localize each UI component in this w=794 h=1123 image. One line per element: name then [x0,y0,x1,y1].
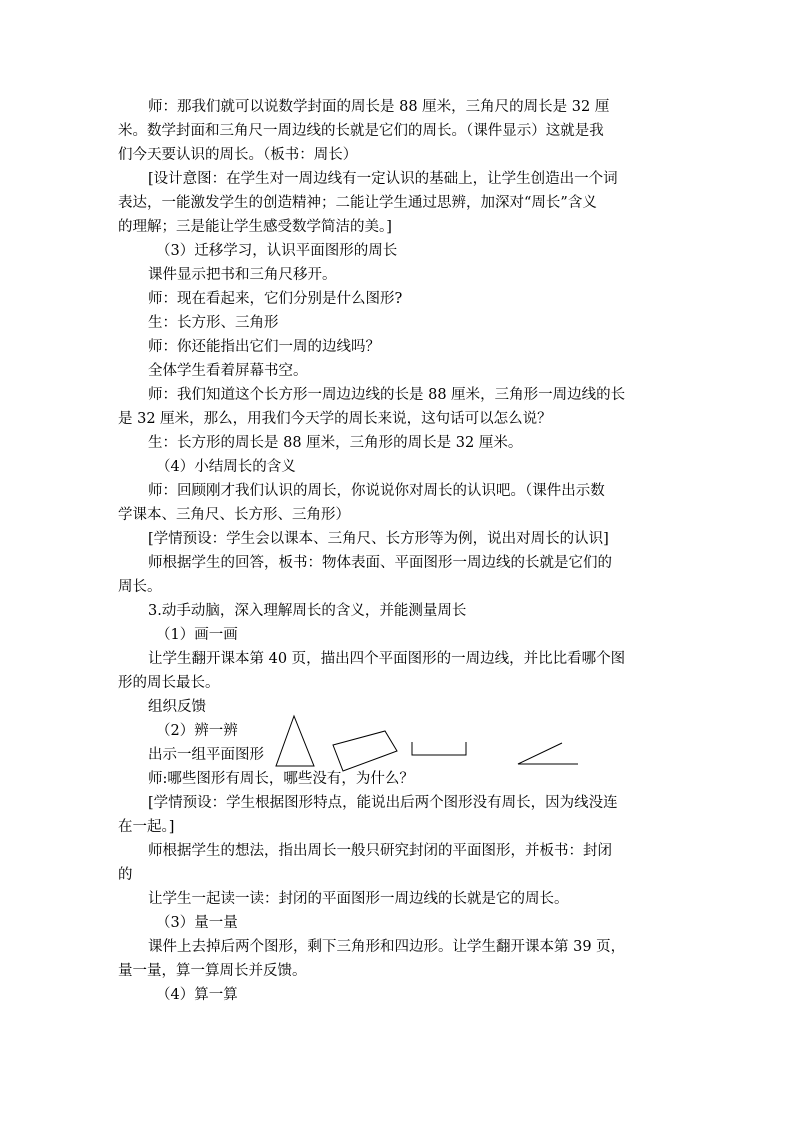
paragraph-line: 们今天要认识的周长。（板书：周长） [118,147,358,163]
subsection-heading: （3）量一量 [156,915,238,931]
paragraph-line: 的 [118,867,133,883]
open-bracket-shape [412,742,466,755]
dialogue-line: 是 32 厘米，那么，用我们今天学的周长来说，这句话可以怎么说？ [118,411,552,427]
design-intent-line: 的理解；三是能让学生感受数学简洁的美。] [118,219,392,235]
paragraph-line: 形的周长最长。 [118,675,220,691]
paragraph-line: 课件上去掉后两个图形，剩下三角形和四边形。让学生翻开课本第 39 页， [148,939,626,955]
subsection-heading: （1）画一画 [156,627,238,643]
section-heading: （3）迁移学习，认识平面图形的周长 [156,243,398,259]
dialogue-line: 生：长方形的周长是 88 厘米，三角形的周长是 32 厘米。 [148,435,523,451]
design-intent-line: [设计意图：在学生对一周边线有一定认识的基础上，让学生创造出一个词 [148,171,618,187]
section-heading: 3.动手动脑，深入理解周长的含义，并能测量周长 [148,603,467,619]
subsection-heading: （4）算一算 [156,987,238,1003]
paragraph-line: 组织反馈 [148,699,206,715]
paragraph-line: 让学生一起读一读：封闭的平面图形一周边线的长就是它的周长。 [148,891,569,907]
dialogue-line: 师：现在看起来，它们分别是什么图形? [148,291,403,307]
paragraph-line: 全体学生看着屏幕书空。 [148,363,308,379]
dialogue-line: 师：我们知道这个长方形一周边边线的长是 88 厘米，三角形一周边线的长 [148,387,626,403]
section-heading: （4）小结周长的含义 [156,459,296,475]
design-intent-line: 表达，一能激发学生的创造精神；二能让学生通过思辨，加深对“周长”含义 [118,195,597,211]
triangle-shape [276,716,314,766]
dialogue-line: 生：长方形、三角形 [148,315,279,331]
paragraph-line: 米。数学封面和三角尺一周边线的长就是它们的周长。（课件显示）这就是我 [118,123,604,139]
preset-line: 在一起。] [118,819,175,835]
paragraph-line: 课件显示把书和三角尺移开。 [148,267,337,283]
preset-line: [学情预设：学生会以课本、三角尺、长方形等为例，说出对周长的认识] [148,531,609,547]
subsection-heading: （2）辨一辨 [156,723,238,739]
preset-line: [学情预设：学生根据图形特点，能说出后两个图形没有周长，因为线没连 [148,795,618,811]
dialogue-line: 学课本、三角尺、长方形、三角形） [118,507,350,523]
paragraph-line: 师根据学生的回答，板书：物体表面、平面图形一周边线的长就是它们的 [148,555,612,571]
parallelogram-shape [333,731,397,771]
dialogue-line: 师:哪些图形有周长，哪些没有，为什么？ [148,771,414,787]
dialogue-line: 师：你还能指出它们一周的边线吗？ [148,339,380,355]
paragraph-line: 周长。 [118,579,162,595]
dialogue-line: 师：回顾刚才我们认识的周长，你说说你对周长的认识吧。（课件出示数 [148,483,605,499]
paragraph-line: 师根据学生的想法，指出周长一般只研究封闭的平面图形，并板书：封闭 [148,843,612,859]
paragraph-line: 出示一组平面图形 [148,747,264,763]
angle-shape [518,743,578,764]
paragraph-line: 师：那我们就可以说数学封面的周长是 88 厘米，三角尺的周长是 32 厘 [148,99,610,115]
paragraph-line: 量一量，算一算周长并反馈。 [118,963,307,979]
paragraph-line: 让学生翻开课本第 40 页，描出四个平面图形的一周边线，并比比看哪个图 [148,651,626,667]
